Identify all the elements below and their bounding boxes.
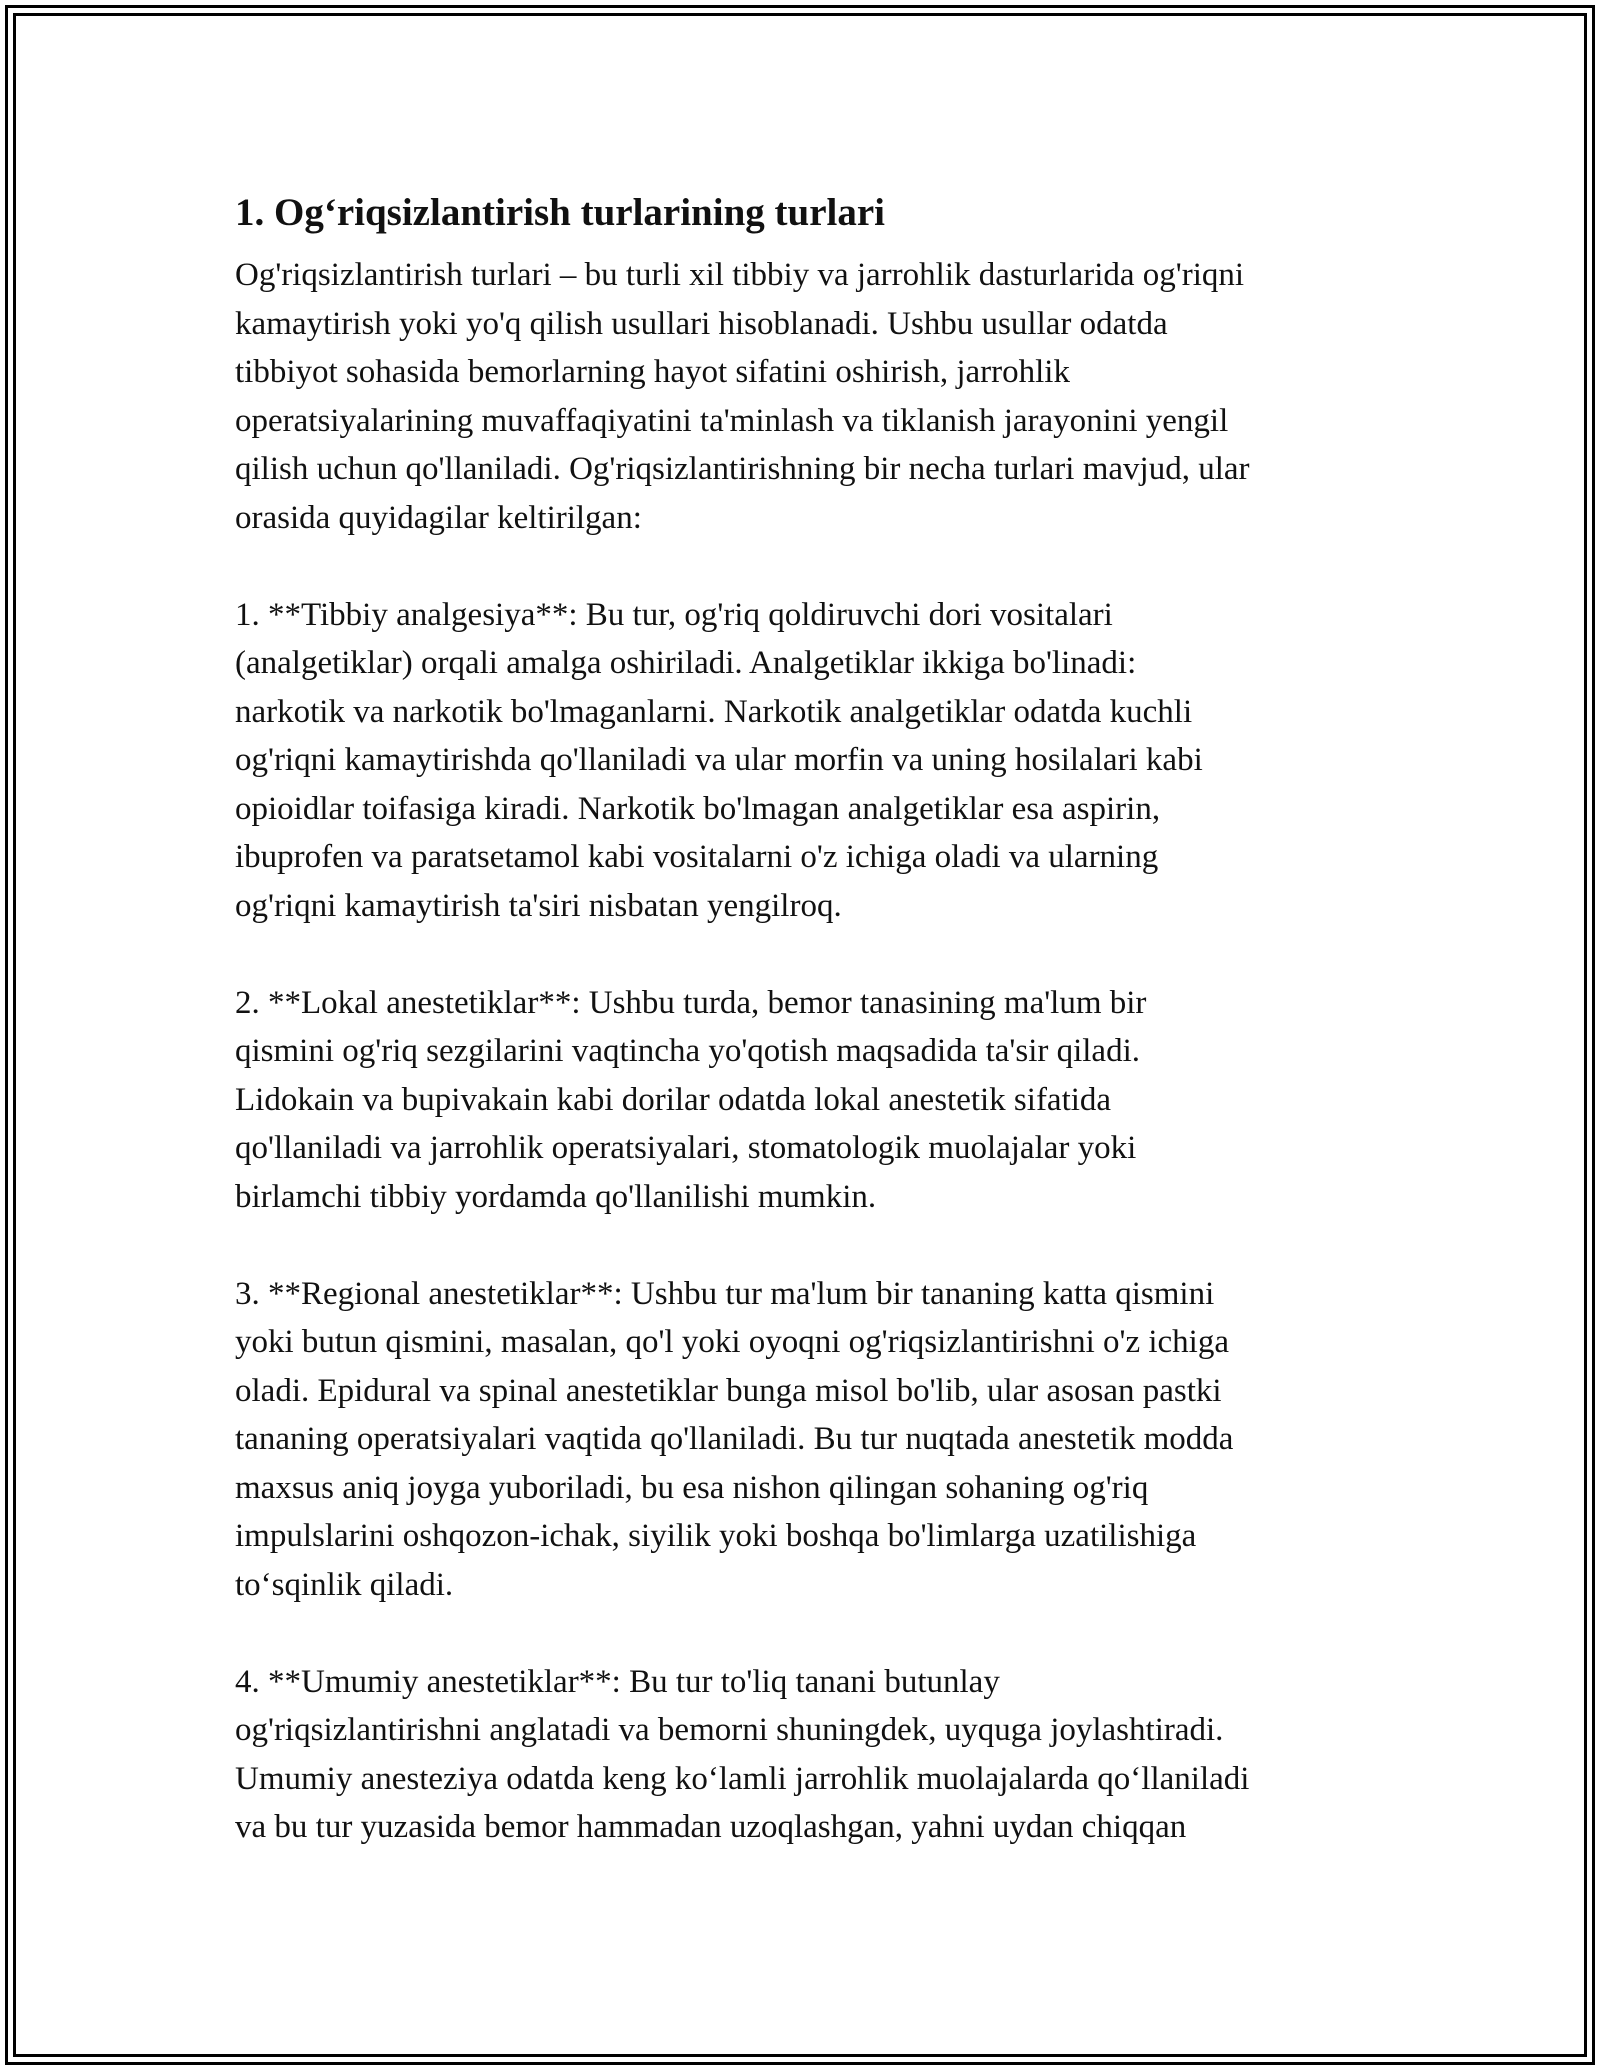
section-heading: 1. Og‘riqsizlantirish turlarining turlari bbox=[235, 191, 885, 234]
text-line: kamaytirish yoki yo'q qilish usullari hisoblanadi. Ushbu usullar odatda bbox=[235, 305, 1168, 342]
text-line: Lidokain va bupivakain kabi dorilar odatda lokal anestetik sifatida bbox=[235, 1081, 1112, 1118]
text-line: to‘sqinlik qiladi. bbox=[235, 1566, 454, 1603]
text-line: Og'riqsizlantirish turlari – bu turli xil tibbiy va jarrohlik dasturlarida og'riqni bbox=[235, 257, 1245, 293]
document-body bbox=[235, 183, 1385, 1900]
text-line: 4. **Umumiy anestetiklar**: Bu tur to'liq tanani butunlay bbox=[235, 1663, 1000, 1700]
text-line: 3. **Regional anestetiklar**: Ushbu tur ma'lum bir tananing katta qismini bbox=[235, 1275, 1215, 1312]
text-line: Umumiy anesteziya odatda keng ko‘lamli jarrohlik muolajalarda qo‘llaniladi bbox=[235, 1760, 1250, 1797]
text-line: maxsus aniq joyga yuboriladi, bu esa nishon qilingan sohaning og'riq bbox=[235, 1469, 1149, 1506]
paragraph bbox=[235, 1270, 1385, 1610]
text-line: oladi. Epidural va spinal anestetiklar bunga misol bo'lib, ular asosan pastki bbox=[235, 1372, 1222, 1409]
paragraph bbox=[235, 979, 1385, 1222]
text-line: operatsiyalarining muvaffaqiyatini ta'minlash va tiklanish jarayonini yengil bbox=[235, 402, 1229, 439]
paragraph-container bbox=[235, 251, 1385, 1852]
text-line: tibbiyot sohasida bemorlarning hayot sifatini oshirish, jarrohlik bbox=[235, 354, 1070, 390]
text-line: orasida quyidagilar keltirilgan: bbox=[235, 499, 642, 536]
text-line: impulslarini oshqozon-ichak, siyilik yoki boshqa bo'limlarga uzatilishiga bbox=[235, 1518, 1197, 1554]
text-line: 1. **Tibbiy analgesiya**: Bu tur, og'riq qoldiruvchi dori vositalari bbox=[235, 596, 1113, 633]
text-line: narkotik va narkotik bo'lmaganlarni. Narkotik analgetiklar odatda kuchli bbox=[235, 693, 1193, 730]
text-line: opioidlar toifasiga kiradi. Narkotik bo'lmagan analgetiklar esa aspirin, bbox=[235, 790, 1161, 827]
text-line: og'riqni kamaytirish ta'siri nisbatan yengilroq. bbox=[235, 887, 842, 924]
text-line: va bu tur yuzasida bemor hammadan uzoqlashgan, yahni uydan chiqqan bbox=[235, 1809, 1187, 1845]
text-line: birlamchi tibbiy yordamda qo'llanilishi mumkin. bbox=[235, 1178, 877, 1215]
paragraph bbox=[235, 251, 1385, 542]
text-line: qo'llaniladi va jarrohlik operatsiyalari, stomatologik muolajalar yoki bbox=[235, 1130, 1137, 1166]
text-line: tananing operatsiyalari vaqtida qo'llaniladi. Bu tur nuqtada anestetik modda bbox=[235, 1421, 1234, 1457]
text-line: qismini og'riq sezgilarini vaqtincha yo'qotish maqsadida ta'sir qiladi. bbox=[235, 1033, 1141, 1069]
text-line: yoki butun qismini, masalan, qo'l yoki oyoqni og'riqsizlantirishni o'z ichiga bbox=[235, 1324, 1229, 1360]
text-line: (analgetiklar) orqali amalga oshiriladi. Analgetiklar ikkiga bo'linadi: bbox=[235, 645, 1137, 681]
paragraph bbox=[235, 591, 1385, 931]
text-line: og'riqsizlantirishni anglatadi va bemorni shuningdek, uyquga joylashtiradi. bbox=[235, 1712, 1224, 1748]
text-line: qilish uchun qo'llaniladi. Og'riqsizlantirishning bir necha turlari mavjud, ular bbox=[235, 451, 1250, 487]
text-line: ibuprofen va paratsetamol kabi vositalarni o'z ichiga oladi va ularning bbox=[235, 839, 1159, 875]
text-line: og'riqni kamaytirishda qo'llaniladi va ular morfin va uning hosilalari kabi bbox=[235, 742, 1203, 778]
paragraph bbox=[235, 1658, 1385, 1852]
text-line: 2. **Lokal anestetiklar**: Ushbu turda, bemor tanasining ma'lum bir bbox=[235, 984, 1147, 1021]
